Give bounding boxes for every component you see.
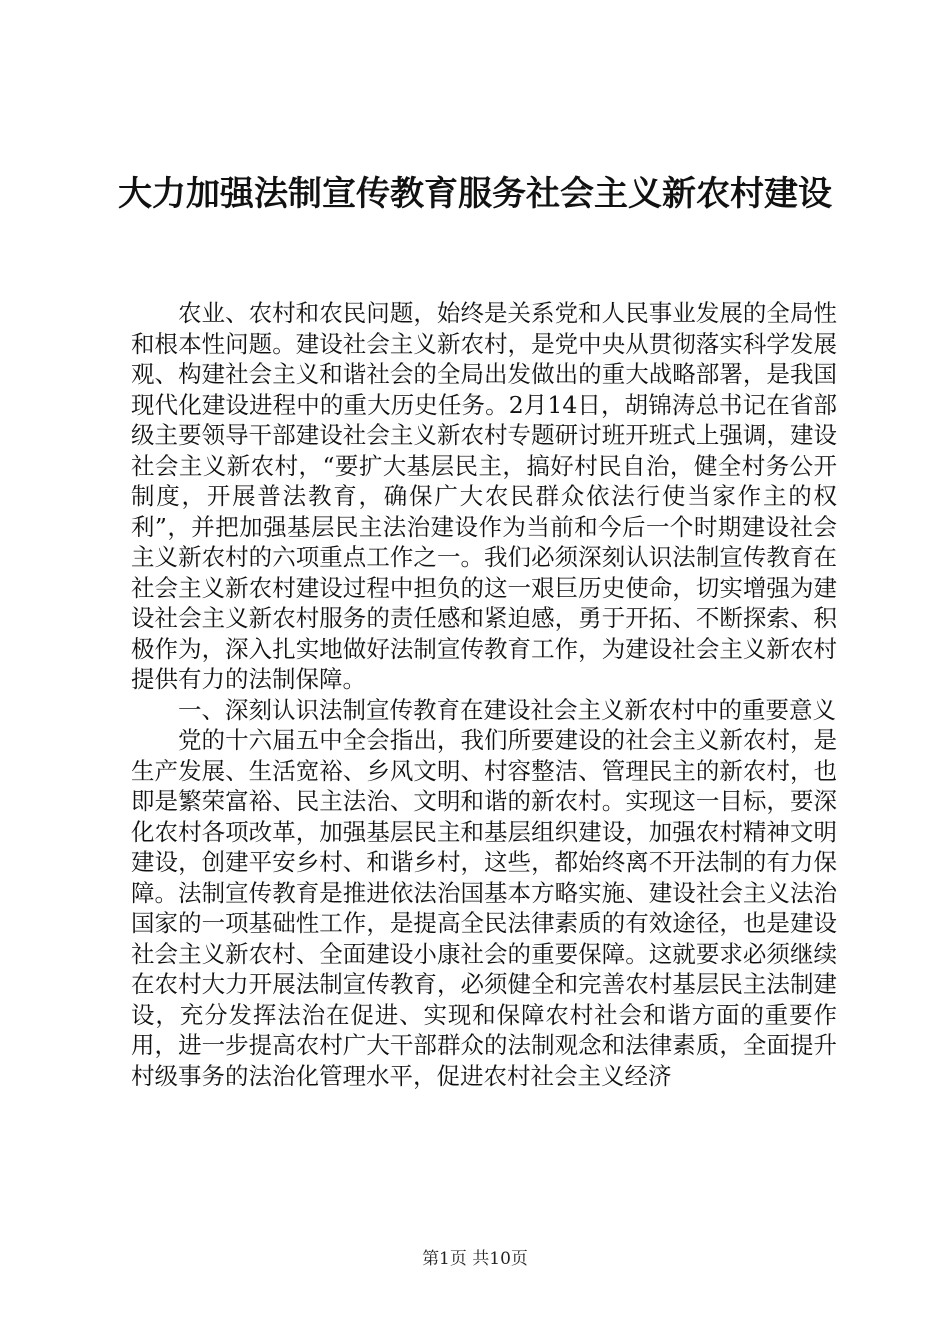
paragraph-section-1: 党的十六届五中全会指出，我们所要建设的社会主义新农村，是生产发展、生活宽裕、乡风文明、村容整洁、管理民主的新农村，也即是繁荣富裕、民主法治、文明和谐的新农村。实现这一目标，要深化农村各项改革，加强基层民主和基层组织建设，加强农村精神文明建设，创建平安乡村、和谐乡村，这些，都始终离不开法制的有力保障。法制宣传教育是推进依法治国基本方略实施、建设社会主义法治国家的一项基础性工作，是提高全民法律素质的有效途径，也是建设社会主义新农村、全面建设小康社会的重要保障。这就要求必须继续在农村大力开展法制宣传教育，必须健全和完善农村基层民主法制建设，充分发挥法治在促进、实现和保障农村社会和谐方面的重要作用，进一步提高农村广大干部群众的法制观念和法律素质，全面提升村级事务的法治化管理水平，促进农村社会主义经济 xyxy=(131,726,837,1090)
document-title: 大力加强法制宣传教育服务社会主义新农村建设 xyxy=(118,174,832,214)
document-body xyxy=(131,298,837,1091)
page-footer: 第1页 共10页 xyxy=(422,1249,528,1269)
section-heading-1: 一、深刻认识法制宣传教育在建设社会主义新农村中的重要意义 xyxy=(178,695,836,724)
paragraph-intro: 农业、农村和农民问题，始终是关系党和人民事业发展的全局性和根本性问题。建设社会主义新农村，是党中央从贯彻落实科学发展观、构建社会主义和谐社会的全局出发做出的重大战略部署，是我国现代化建设进程中的重大历史任务。2月14日，胡锦涛总书记在省部级主要领导干部建设社会主义新农村专题研讨班开班式上强调，建设社会主义新农村，“要扩大基层民主，搞好村民自治，健全村务公开制度，开展普法教育，确保广大农民群众依法行使当家作主的权利”，并把加强基层民主法治建设作为当前和今后一个时期建设社会主义新农村的六项重点工作之一。我们必须深刻认识法制宣传教育在社会主义新农村建设过程中担负的这一艰巨历史使命，切实增强为建设社会主义新农村服务的责任感和紧迫感，勇于开拓、不断探索、积极作为，深入扎实地做好法制宣传教育工作，为建设社会主义新农村提供有力的法制保障。 xyxy=(131,299,837,693)
